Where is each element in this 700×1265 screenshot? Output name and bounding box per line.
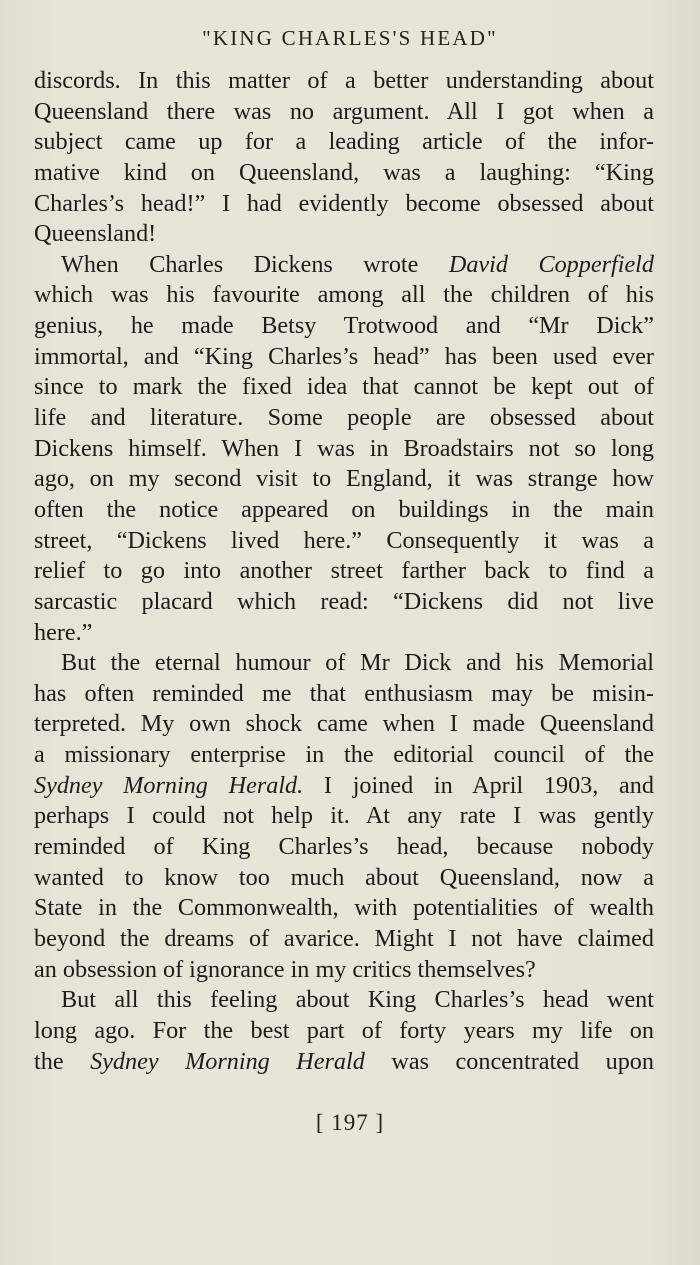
text-segment: But all this feeling about King Charles’s head went [61, 986, 654, 1014]
italic-text: David Copperfield [448, 250, 654, 278]
text-segment: Queensland there was no argument. All I got when a [34, 97, 654, 125]
text-line [34, 955, 654, 986]
text-line [34, 158, 654, 189]
text-line [34, 311, 654, 342]
italic-text: Sydney Morning Herald [90, 1047, 365, 1075]
text-line [34, 250, 654, 281]
text-line [34, 464, 654, 495]
text-line [34, 832, 654, 863]
text-segment: beyond the dreams of avarice. Might I not have claimed [34, 924, 654, 952]
text-line [34, 679, 654, 710]
text-segment: a missionary enterprise in the editorial council of the [34, 741, 654, 769]
text-segment: which was his favourite among all the children of his [34, 281, 654, 309]
text-segment: But the eternal humour of Mr Dick and his Memorial [61, 649, 654, 677]
text-segment: relief to go into another street farther back to find a [34, 557, 654, 585]
text-segment: Dickens himself. When I was in Broadstairs not so long [34, 434, 654, 462]
text-segment: the [34, 1047, 91, 1075]
text-line [34, 893, 654, 924]
text-line [34, 97, 654, 128]
text-segment: reminded of King Charles’s head, because nobody [34, 833, 654, 861]
running-head: "KING CHARLES'S HEAD" [202, 26, 498, 50]
text-segment: was concentrated upon [364, 1047, 654, 1075]
text-line [34, 618, 654, 649]
text-segment: When Charles Dickens wrote [61, 250, 449, 278]
text-line [34, 1016, 654, 1047]
text-line [34, 189, 654, 220]
body-text [34, 66, 654, 1077]
text-line [34, 709, 654, 740]
text-line [34, 740, 654, 771]
text-segment: wanted to know too much about Queensland, now a [34, 863, 654, 891]
text-line [34, 372, 654, 403]
text-segment: an obsession of ignorance in my critics themselves? [34, 955, 536, 983]
text-segment: street, “Dickens lived here.” Consequently it was a [34, 526, 654, 554]
text-line [34, 924, 654, 955]
text-line [34, 801, 654, 832]
text-segment: subject came up for a leading article of the infor- [34, 128, 654, 156]
text-line [34, 434, 654, 465]
text-line [34, 648, 654, 679]
text-segment: long ago. For the best part of forty years my life on [34, 1016, 654, 1044]
page-number: [ 197 ] [315, 1110, 385, 1135]
text-segment: since to mark the fixed idea that cannot be kept out of [34, 373, 654, 401]
text-line [34, 526, 654, 557]
text-line [34, 219, 654, 250]
text-line [34, 495, 654, 526]
text-segment: perhaps I could not help it. At any rate I was gently [34, 802, 654, 830]
text-segment: discords. In this matter of a better understanding about [34, 67, 654, 94]
text-line [34, 1047, 654, 1078]
text-segment: mative kind on Queensland, was a laughing: “King [34, 158, 654, 186]
text-line [34, 342, 654, 373]
text-segment: immortal, and “King Charles’s head” has been used ever [34, 342, 654, 370]
text-line [34, 127, 654, 158]
text-line [34, 863, 654, 894]
text-segment: has often reminded me that enthusiasm may be misin- [34, 679, 654, 707]
text-segment: State in the Commonwealth, with potentialities of wealth [34, 894, 654, 922]
text-segment: often the notice appeared on buildings in the main [34, 495, 654, 523]
text-line [34, 587, 654, 618]
text-segment: genius, he made Betsy Trotwood and “Mr Dick” [34, 312, 654, 340]
text-line [34, 403, 654, 434]
text-segment: ago, on my second visit to England, it was strange how [34, 465, 654, 493]
text-segment: I joined in April 1903, and [303, 771, 654, 799]
text-segment: Queensland! [34, 220, 157, 248]
text-segment: here.” [34, 618, 93, 646]
italic-text: Sydney Morning Herald. [34, 771, 304, 799]
text-line [34, 985, 654, 1016]
text-line [34, 556, 654, 587]
text-segment: sarcastic placard which read: “Dickens did not live [34, 587, 654, 615]
text-line [34, 66, 654, 97]
text-segment: terpreted. My own shock came when I made Queensland [34, 710, 654, 738]
text-segment: Charles’s head!” I had evidently become obsessed about [34, 189, 654, 217]
text-line [34, 280, 654, 311]
text-line [34, 771, 654, 802]
text-segment: life and literature. Some people are obsessed about [34, 404, 654, 432]
